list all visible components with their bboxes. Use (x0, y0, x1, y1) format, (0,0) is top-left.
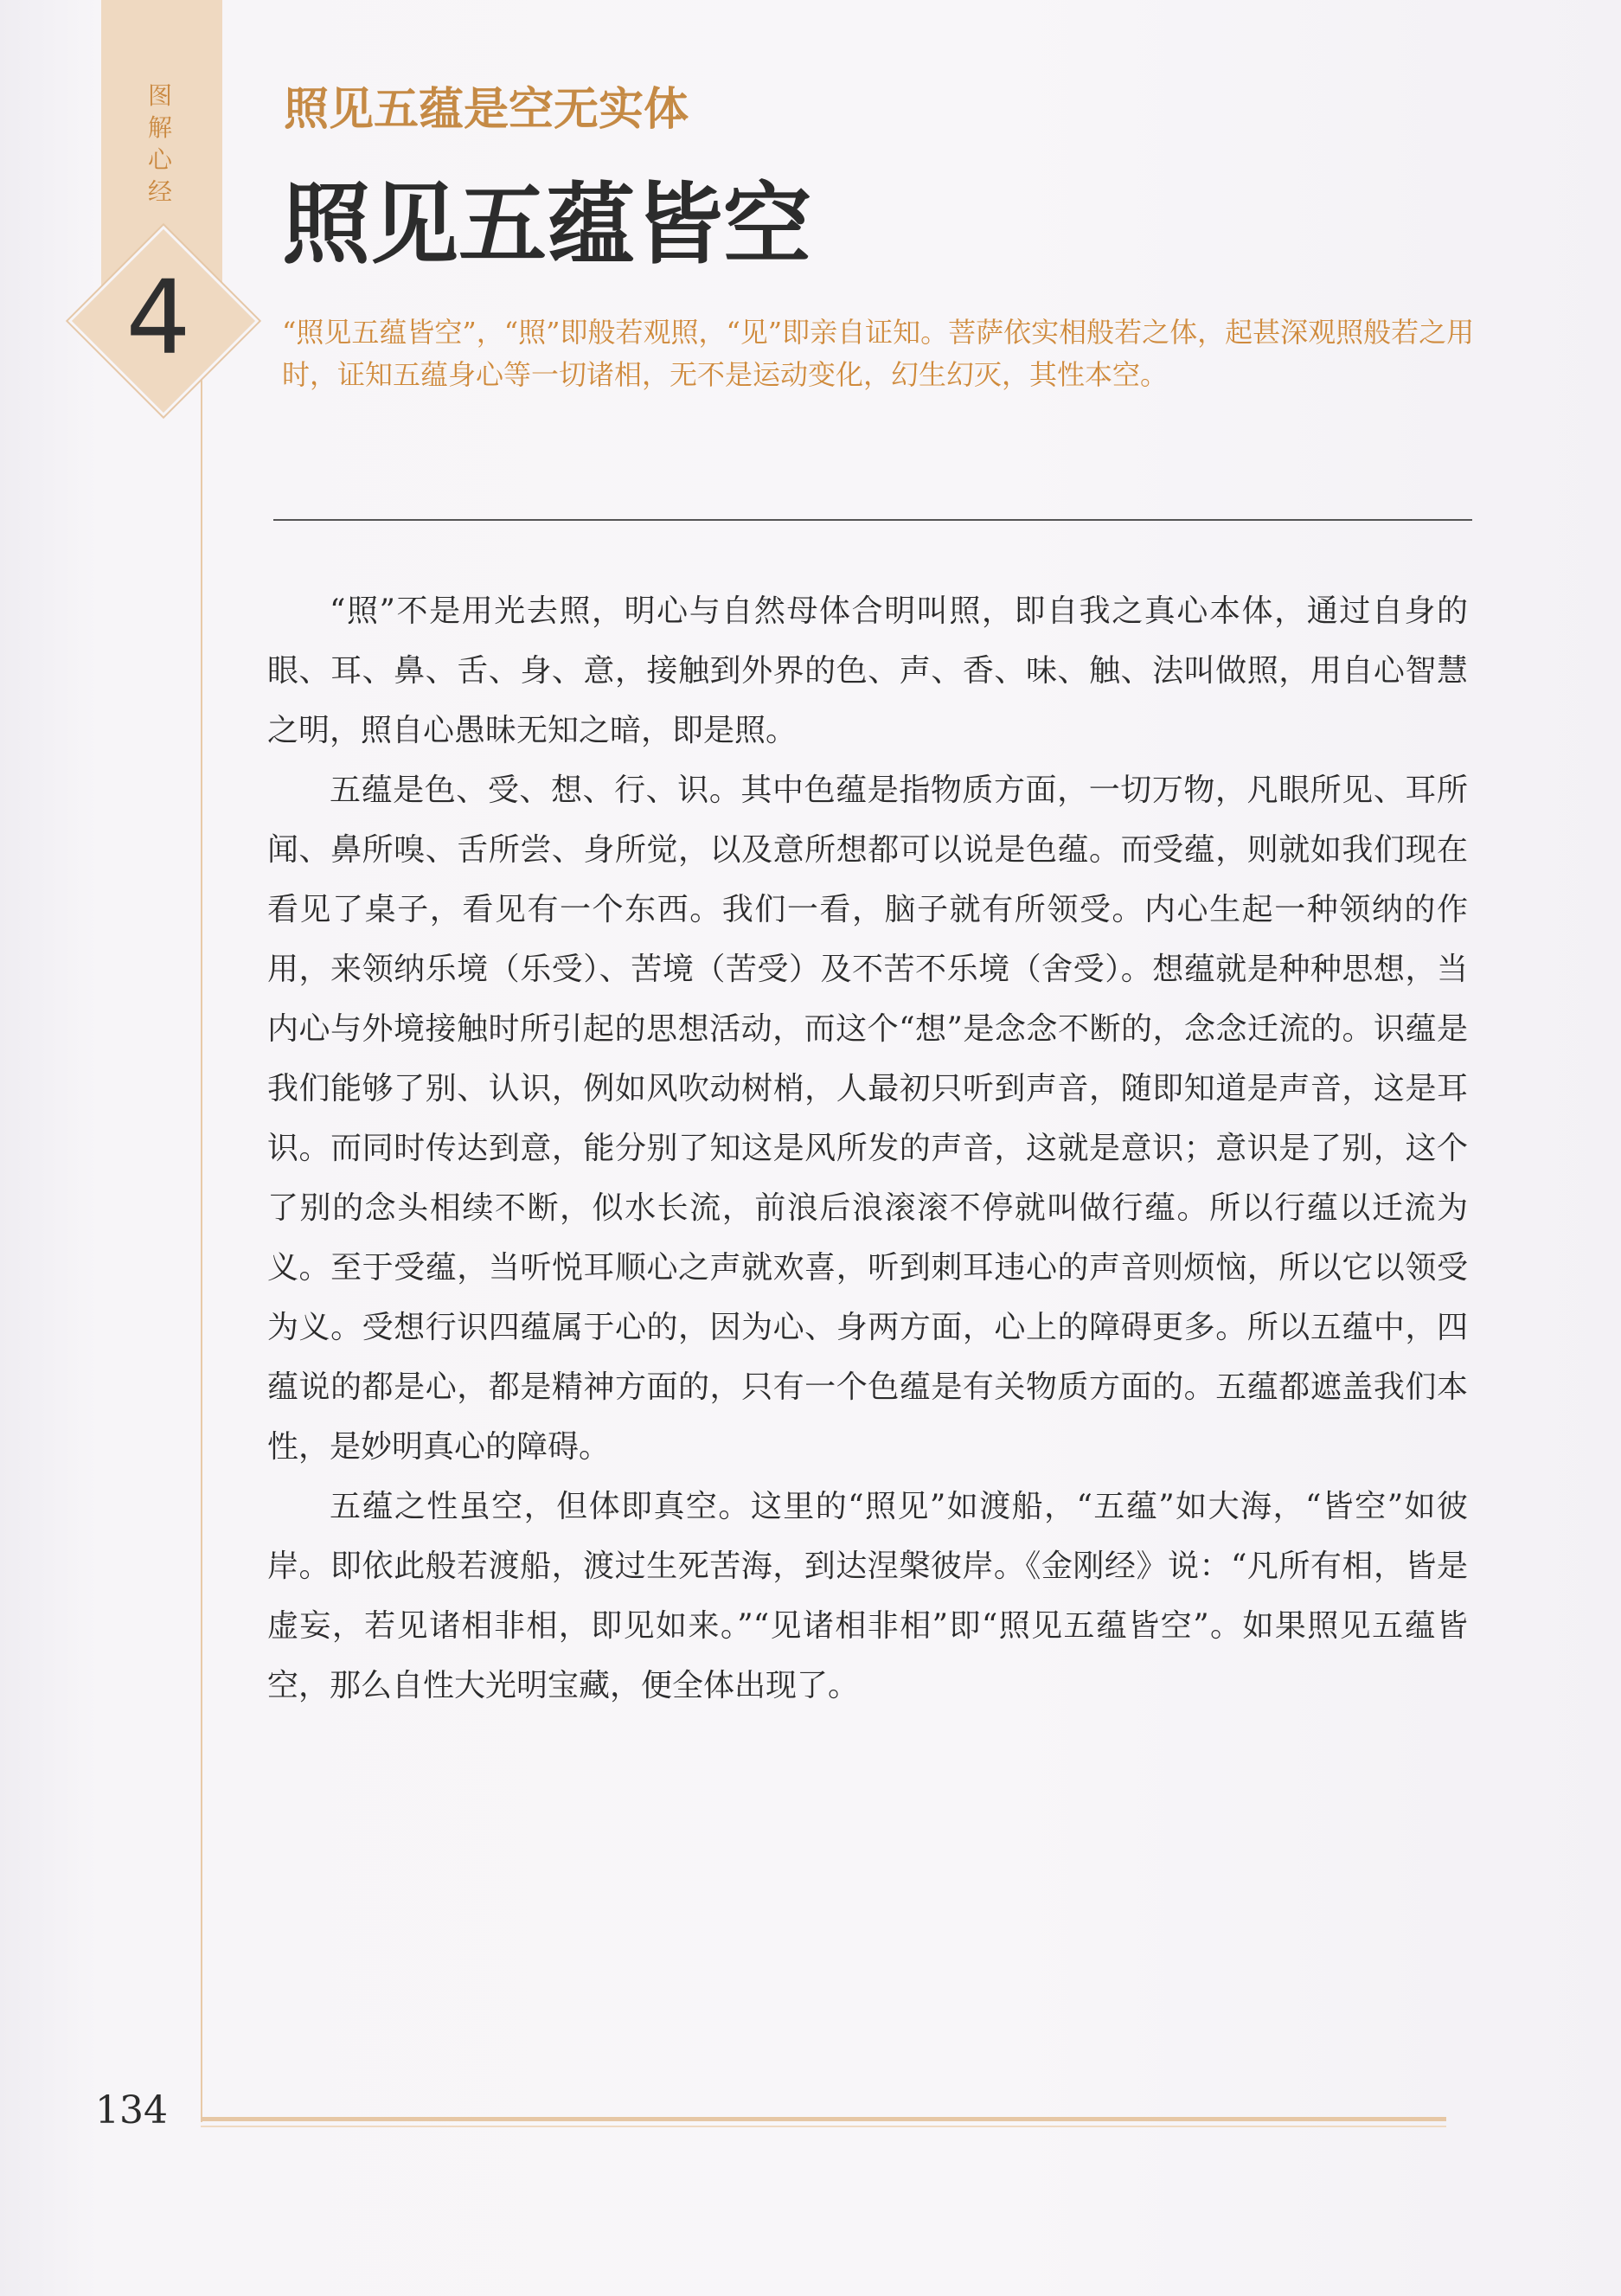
section-title: 照见五蕴皆空 (282, 173, 811, 277)
margin-rule (201, 285, 202, 2122)
book-title-vertical: 图解心经 (147, 81, 172, 206)
body-paragraph: 五蕴之性虽空，但体即真空。这里的“照见”如渡船，“五蕴”如大海，“皆空”如彼岸。即依此般若渡船，渡过生死苦海，到达涅槃彼岸。《金刚经》说：“凡所有相，皆是虚妄，若见诸相非相，即见如来。”“见诸相非相”即“照见五蕴皆空”。如果照见五蕴皆空，那么自性大光明宝藏，便全体出现了。 (267, 1489, 1468, 1703)
footer-rule (201, 2117, 1446, 2121)
footer-rule-thin (201, 2126, 1446, 2127)
page-number: 134 (95, 2088, 168, 2132)
body-paragraph: 五蕴是色、受、想、行、识。其中色蕴是指物质方面，一切万物，凡眼所见、耳所闻、鼻所嗅、舌所尝、身所觉，以及意所想都可以说是色蕴。而受蕴，则就如我们现在看见了桌子，看见有一个东西。我们一看，脑子就有所领受。内心生起一种领纳的作用，来领纳乐境（乐受）、苦境（苦受）及不苦不乐境（舍受）。想蕴就是种种思想，当内心与外境接触时所引起的思想活动，而这个“想”是念念不断的，念念迁流的。识蕴是我们能够了别、认识，例如风吹动树梢，人最初只听到声音，随即知道是声音，这是耳识。而同时传达到意，能分别了知这是风所发的声音，这就是意识；意识是了别，这个了别的念头相续不断，似水长流，前浪后浪滚滚不停就叫做行蕴。所以行蕴以迁流为义。至于受蕴，当听悦耳顺心之声就欢喜，听到刺耳违心的声音则烦恼，所以它以领受为义。受想行识四蕴属于心的，因为心、身两方面，心上的障碍更多。所以五蕴中，四蕴说的都是心，都是精神方面的，只有一个色蕴是有关物质方面的。五蕴都遮盖我们本性，是妙明真心的障碍。 (267, 773, 1468, 1465)
chapter-number: 4 (125, 258, 191, 377)
body-text (267, 581, 1468, 1716)
header-divider (273, 519, 1472, 521)
section-subtitle: 照见五蕴是空无实体 (284, 83, 689, 136)
section-summary: “照见五蕴皆空”，“照”即般若观照，“见”即亲自证知。菩萨依实相般若之体，起甚深观照般若之用时，证知五蕴身心等一切诸相，无不是运动变化，幻生幻灭，其性本空。 (282, 316, 1475, 391)
body-paragraph: “照”不是用光去照，明心与自然母体合明叫照，即自我之真心本体，通过自身的眼、耳、鼻、舌、身、意，接触到外界的色、声、香、味、触、法叫做照，用自心智慧之明，照自心愚昧无知之暗，即是照。 (267, 593, 1468, 748)
